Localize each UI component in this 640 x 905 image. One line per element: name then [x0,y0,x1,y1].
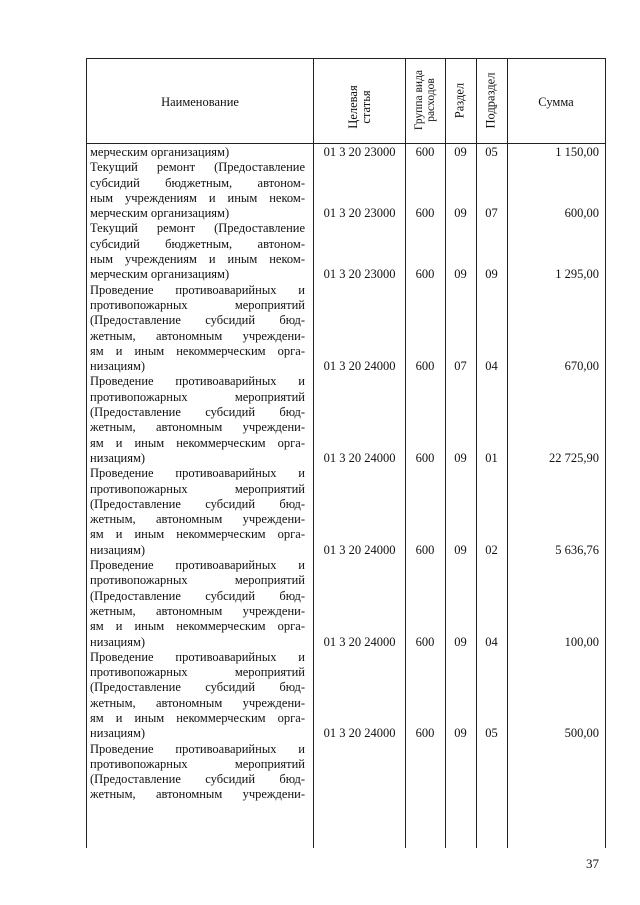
target-article-cell: 01 3 20 24000 [323,451,396,465]
header-expense-group [413,58,437,142]
target-article-cell: 01 3 20 24000 [323,634,396,649]
expense-group-cell: 600 [415,206,435,221]
description-line: низациям) [90,542,146,557]
target-article-cell: 01 3 20 23000 [323,145,396,159]
description-line: Текущий ремонт (Предоставление [90,221,305,236]
subsection-cell: 04 [485,634,498,649]
description-line: (Предоставление субсидий бюд- [90,588,305,603]
description-line: низациям) [90,450,146,465]
description-column [90,145,305,803]
header-section: Раздел [452,82,467,119]
target-article-cell: 01 3 20 23000 [323,267,396,282]
expense-group-cell: 600 [415,634,435,649]
description-line: противопожарных мероприятий [90,665,305,680]
description-line: Проведение противоаварийных и [90,282,305,297]
subsection-cell: 05 [485,726,498,741]
target-article-cell: 01 3 20 24000 [323,359,396,374]
target-article-cell: 01 3 20 23000 [323,206,396,221]
description-line: противопожарных мероприятий [90,481,305,496]
description-line: Проведение противоаварийных и [90,741,305,756]
header-group-line1: Группа вида [413,69,425,131]
header-bottom-border [86,143,606,144]
section-cell: 09 [454,726,467,741]
description-line: Текущий ремонт (Предоставление [90,160,305,175]
expense-group-cell: 600 [415,359,435,374]
description-line: жетным, автономным учреждени- [90,328,305,343]
expense-group-cell: 600 [415,726,435,741]
description-line: ям и иным некоммерческим орга- [90,527,305,542]
description-line: мерческим организациям) [90,267,230,282]
table-top-border [86,58,606,59]
header-target-line1: Целевая [346,85,360,129]
description-line: субсидий бюджетным, автоном- [90,236,305,251]
target-article-cell: 01 3 20 24000 [323,726,396,741]
description-line: противопожарных мероприятий [90,389,305,404]
description-line: Проведение противоаварийных и [90,558,305,573]
description-line: ным учреждениям и иным неком- [90,190,305,205]
description-line: Проведение противоаварийных и [90,374,305,389]
description-line: противопожарных мероприятий [90,297,305,312]
description-line: жетным, автономным учреждени- [90,420,305,435]
subsection-cell: 07 [485,206,498,221]
subsection-cell: 01 [485,451,498,465]
description-line: ям и иным некоммерческим орга- [90,710,305,725]
description-line: Проведение противоаварийных и [90,649,305,664]
subsection-cell: 05 [485,145,498,159]
description-line: ным учреждениям и иным неком- [90,252,305,267]
subsection-cell: 04 [485,359,498,374]
description-line: ям и иным некоммерческим орга- [90,435,305,450]
section-cell: 09 [454,451,467,465]
subsection-cell: 09 [485,267,498,282]
header-subsection: Подраздел [483,72,498,129]
sum-cell: 500,00 [564,726,599,741]
sum-cell: 670,00 [564,359,599,374]
description-line: (Предоставление субсидий бюд- [90,496,305,511]
description-line: (Предоставление субсидий бюд- [90,313,305,328]
header-group-line2: расходов [425,78,437,122]
description-line: жетным, автономным учреждени- [90,695,305,710]
expense-group-cell: 600 [415,451,435,465]
description-line: жетным, автономным учреждени- [90,787,305,802]
sum-cell: 600,00 [564,206,599,221]
description-line: противопожарных мероприятий [90,756,305,771]
col-border-right [605,58,606,848]
expense-group-cell: 600 [415,145,435,159]
sum-cell: 1 295,00 [555,267,599,282]
target-article-cell: 01 3 20 24000 [323,542,396,557]
section-cell: 09 [454,145,467,159]
description-line: противопожарных мероприятий [90,573,305,588]
description-line: жетным, автономным учреждени- [90,512,305,527]
description-line: мерческим организациям) [90,145,230,159]
description-line: (Предоставление субсидий бюд- [90,772,305,787]
description-line: низациям) [90,359,146,374]
subsection-cell: 02 [485,542,498,557]
section-cell: 07 [454,359,467,374]
header-target-article [347,67,373,147]
description-line: (Предоставление субсидий бюд- [90,405,305,420]
sum-cell: 5 636,76 [555,542,599,557]
section-cell: 09 [454,267,467,282]
description-line: мерческим организациям) [90,206,230,221]
description-line: низациям) [90,726,146,741]
description-line: ям и иным некоммерческим орга- [90,619,305,634]
header-target-line2: статья [359,90,373,124]
page-number: 37 [586,856,599,871]
section-cell: 09 [454,542,467,557]
sum-cell: 22 725,90 [549,451,599,465]
col-border-left [86,58,87,848]
description-line: Проведение противоаварийных и [90,466,305,481]
sum-cell: 100,00 [564,634,599,649]
description-line: низациям) [90,634,146,649]
section-cell: 09 [454,206,467,221]
section-cell: 09 [454,634,467,649]
description-line: ям и иным некоммерческим орга- [90,343,305,358]
description-line: жетным, автономным учреждени- [90,603,305,618]
description-line: субсидий бюджетным, автоном- [90,175,305,190]
header-name: Наименование [161,95,239,109]
expense-group-cell: 600 [415,267,435,282]
sum-cell: 1 150,00 [555,145,599,159]
header-sum: Сумма [538,95,574,109]
expense-group-cell: 600 [415,542,435,557]
description-line: (Предоставление субсидий бюд- [90,680,305,695]
